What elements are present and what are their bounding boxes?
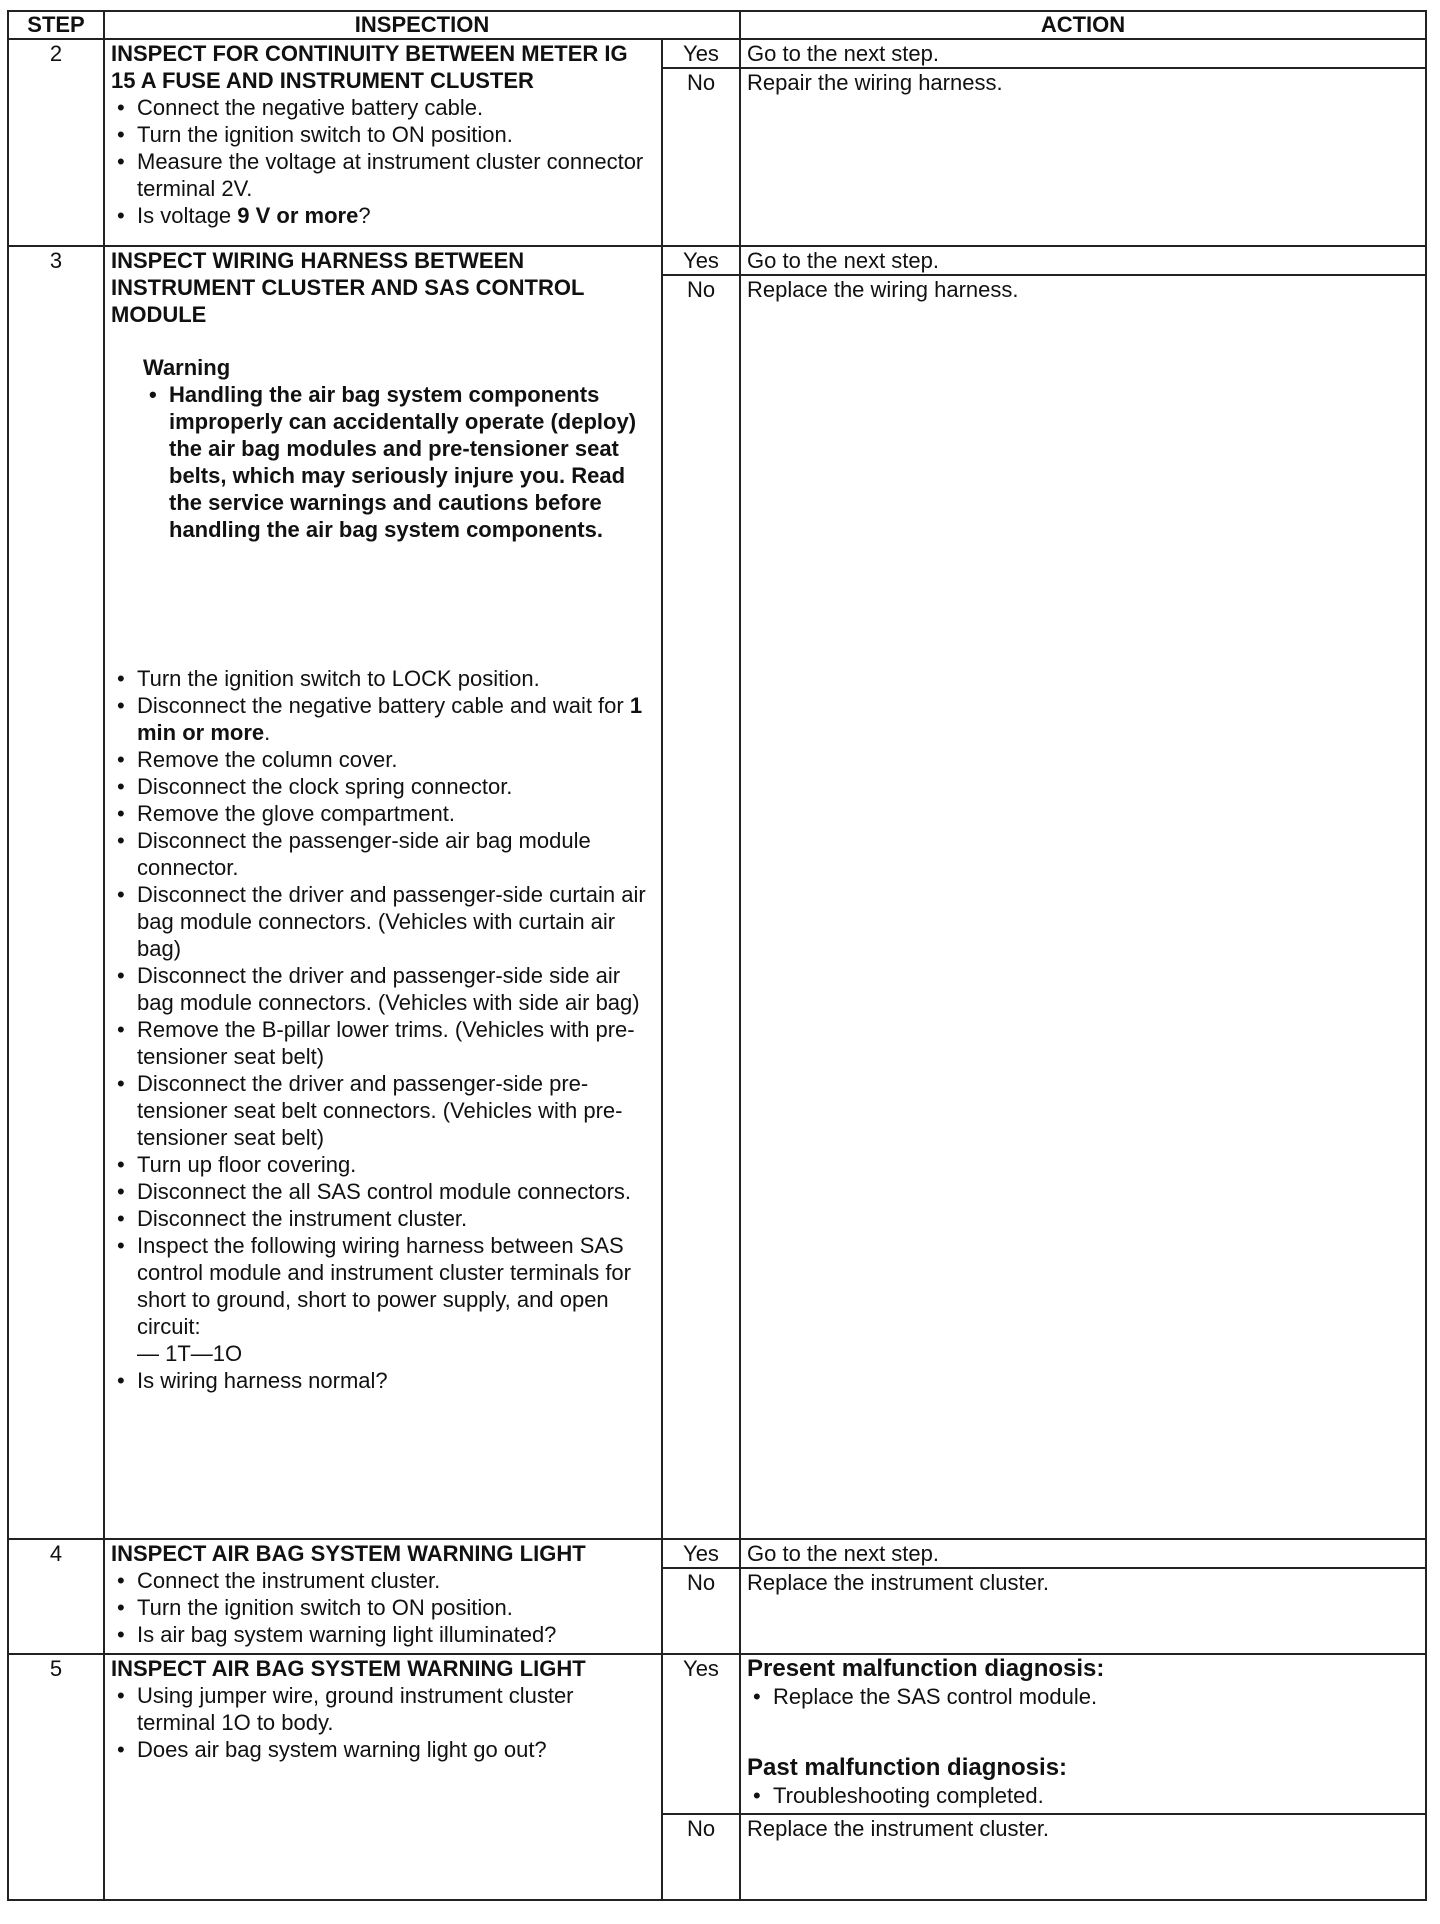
- list-item: • Turn the ignition switch to ON position.: [137, 1594, 655, 1621]
- header-inspection: INSPECTION: [104, 11, 740, 39]
- step-number: 5: [8, 1654, 104, 1900]
- diagnostic-table: [7, 10, 1427, 1901]
- yes-action: Go to the next step.: [740, 1539, 1426, 1568]
- step-3-yes-row: [8, 246, 1426, 275]
- inspection-cell: [104, 39, 662, 246]
- list-item: • Remove the column cover.: [137, 746, 655, 773]
- inspection-list: [111, 665, 655, 1394]
- list-item: • Disconnect the clock spring connector.: [137, 773, 655, 800]
- bullet-text: Disconnect the negative battery cable and wait for: [137, 693, 630, 718]
- warning-list: [143, 381, 655, 543]
- yes-action-cell: [740, 1654, 1426, 1814]
- list-item: • Replace the SAS control module.: [773, 1683, 1419, 1710]
- past-diagnosis-heading: Past malfunction diagnosis:: [747, 1754, 1068, 1781]
- list-item: • Disconnect the passenger-side air bag module connector.: [137, 827, 655, 881]
- yes-label: Yes: [662, 39, 740, 68]
- header-step: STEP: [8, 11, 104, 39]
- list-item: • Turn the ignition switch to ON position.: [137, 121, 655, 148]
- list-item: [137, 1232, 655, 1367]
- inspection-cell: [104, 1539, 662, 1654]
- step-number: 3: [8, 246, 104, 1539]
- past-diagnosis-list: [747, 1782, 1419, 1809]
- yes-action: Go to the next step.: [740, 246, 1426, 275]
- yes-label: Yes: [662, 246, 740, 275]
- no-label: No: [662, 275, 740, 1539]
- inspection-title: INSPECT AIR BAG SYSTEM WARNING LIGHT: [111, 1541, 586, 1566]
- no-label: No: [662, 1814, 740, 1900]
- list-item: [137, 202, 655, 229]
- bullet-value: 1 min or more: [137, 693, 643, 745]
- question-text: Is voltage: [137, 203, 238, 228]
- yes-label: Yes: [662, 1539, 740, 1568]
- list-item: • Connect the instrument cluster.: [137, 1567, 655, 1594]
- present-diagnosis-list: [747, 1683, 1419, 1710]
- bullet-text: Inspect the following wiring harness between SAS control module and instrument cluster terminals for short to ground, short to power supply, and open circuit:: [137, 1233, 631, 1339]
- no-label: No: [662, 1568, 740, 1654]
- list-item: • Remove the glove compartment.: [137, 800, 655, 827]
- header-action: ACTION: [740, 11, 1426, 39]
- list-item: • Measure the voltage at instrument cluster connector terminal 2V.: [137, 148, 655, 202]
- list-item: • Is air bag system warning light illuminated?: [137, 1621, 655, 1648]
- list-item: • Turn up floor covering.: [137, 1151, 655, 1178]
- question-mark: ?: [358, 203, 371, 228]
- question-value: 9 V or more: [237, 203, 359, 228]
- terminal-list: — 1T—1O: [137, 1341, 243, 1366]
- header-row: [8, 11, 1426, 39]
- list-item: • Disconnect the driver and passenger-side side air bag module connectors. (Vehicles with side air bag): [137, 962, 655, 1016]
- list-item: • Turn the ignition switch to LOCK position.: [137, 665, 655, 692]
- inspection-title: INSPECT AIR BAG SYSTEM WARNING LIGHT: [111, 1656, 586, 1681]
- warning-text: • Handling the air bag system components improperly can accidentally operate (deploy) the air bag modules and pre-tensioner seat belts, which may seriously injure you. Read the service warnings and cautions before handling the air bag system components.: [169, 381, 655, 543]
- step-4-yes-row: [8, 1539, 1426, 1568]
- list-item: • Is wiring harness normal?: [137, 1367, 655, 1394]
- step-5-yes-row: [8, 1654, 1426, 1814]
- present-diagnosis-heading: Present malfunction diagnosis:: [747, 1655, 1105, 1682]
- no-action: Replace the instrument cluster.: [740, 1814, 1426, 1900]
- yes-action: Go to the next step.: [740, 39, 1426, 68]
- list-item: • Disconnect the instrument cluster.: [137, 1205, 655, 1232]
- inspection-list: [111, 94, 655, 229]
- bullet-end: .: [264, 720, 271, 745]
- step-2-yes-row: [8, 39, 1426, 68]
- warning-heading: Warning: [143, 355, 231, 380]
- no-action: Replace the instrument cluster.: [740, 1568, 1426, 1654]
- inspection-cell: [104, 246, 662, 1539]
- list-item: • Disconnect the all SAS control module connectors.: [137, 1178, 655, 1205]
- list-item: • Does air bag system warning light go out?: [137, 1736, 655, 1763]
- list-item: • Disconnect the driver and passenger-side curtain air bag module connectors. (Vehicles with curtain air bag): [137, 881, 655, 962]
- list-item: • Connect the negative battery cable.: [137, 94, 655, 121]
- list-item: • Remove the B-pillar lower trims. (Vehicles with pre-tensioner seat belt): [137, 1016, 655, 1070]
- yes-label: Yes: [662, 1654, 740, 1814]
- list-item: [137, 692, 655, 746]
- inspection-title: INSPECT FOR CONTINUITY BETWEEN METER IG 15 A FUSE AND INSTRUMENT CLUSTER: [111, 41, 628, 93]
- no-action: Repair the wiring harness.: [740, 68, 1426, 246]
- step-number: 2: [8, 39, 104, 246]
- blank-space: [111, 543, 655, 665]
- inspection-list: [111, 1682, 655, 1763]
- no-label: No: [662, 68, 740, 246]
- inspection-title: INSPECT WIRING HARNESS BETWEEN INSTRUMENT CLUSTER AND SAS CONTROL MODULE: [111, 248, 584, 327]
- list-item: • Disconnect the driver and passenger-side pre-tensioner seat belt connectors. (Vehicles with pre-tensioner seat belt): [137, 1070, 655, 1151]
- step-number: 4: [8, 1539, 104, 1654]
- inspection-cell: [104, 1654, 662, 1900]
- no-action: Replace the wiring harness.: [740, 275, 1426, 1539]
- list-item: • Using jumper wire, ground instrument cluster terminal 1O to body.: [137, 1682, 655, 1736]
- list-item: • Troubleshooting completed.: [773, 1782, 1419, 1809]
- inspection-list: [111, 1567, 655, 1648]
